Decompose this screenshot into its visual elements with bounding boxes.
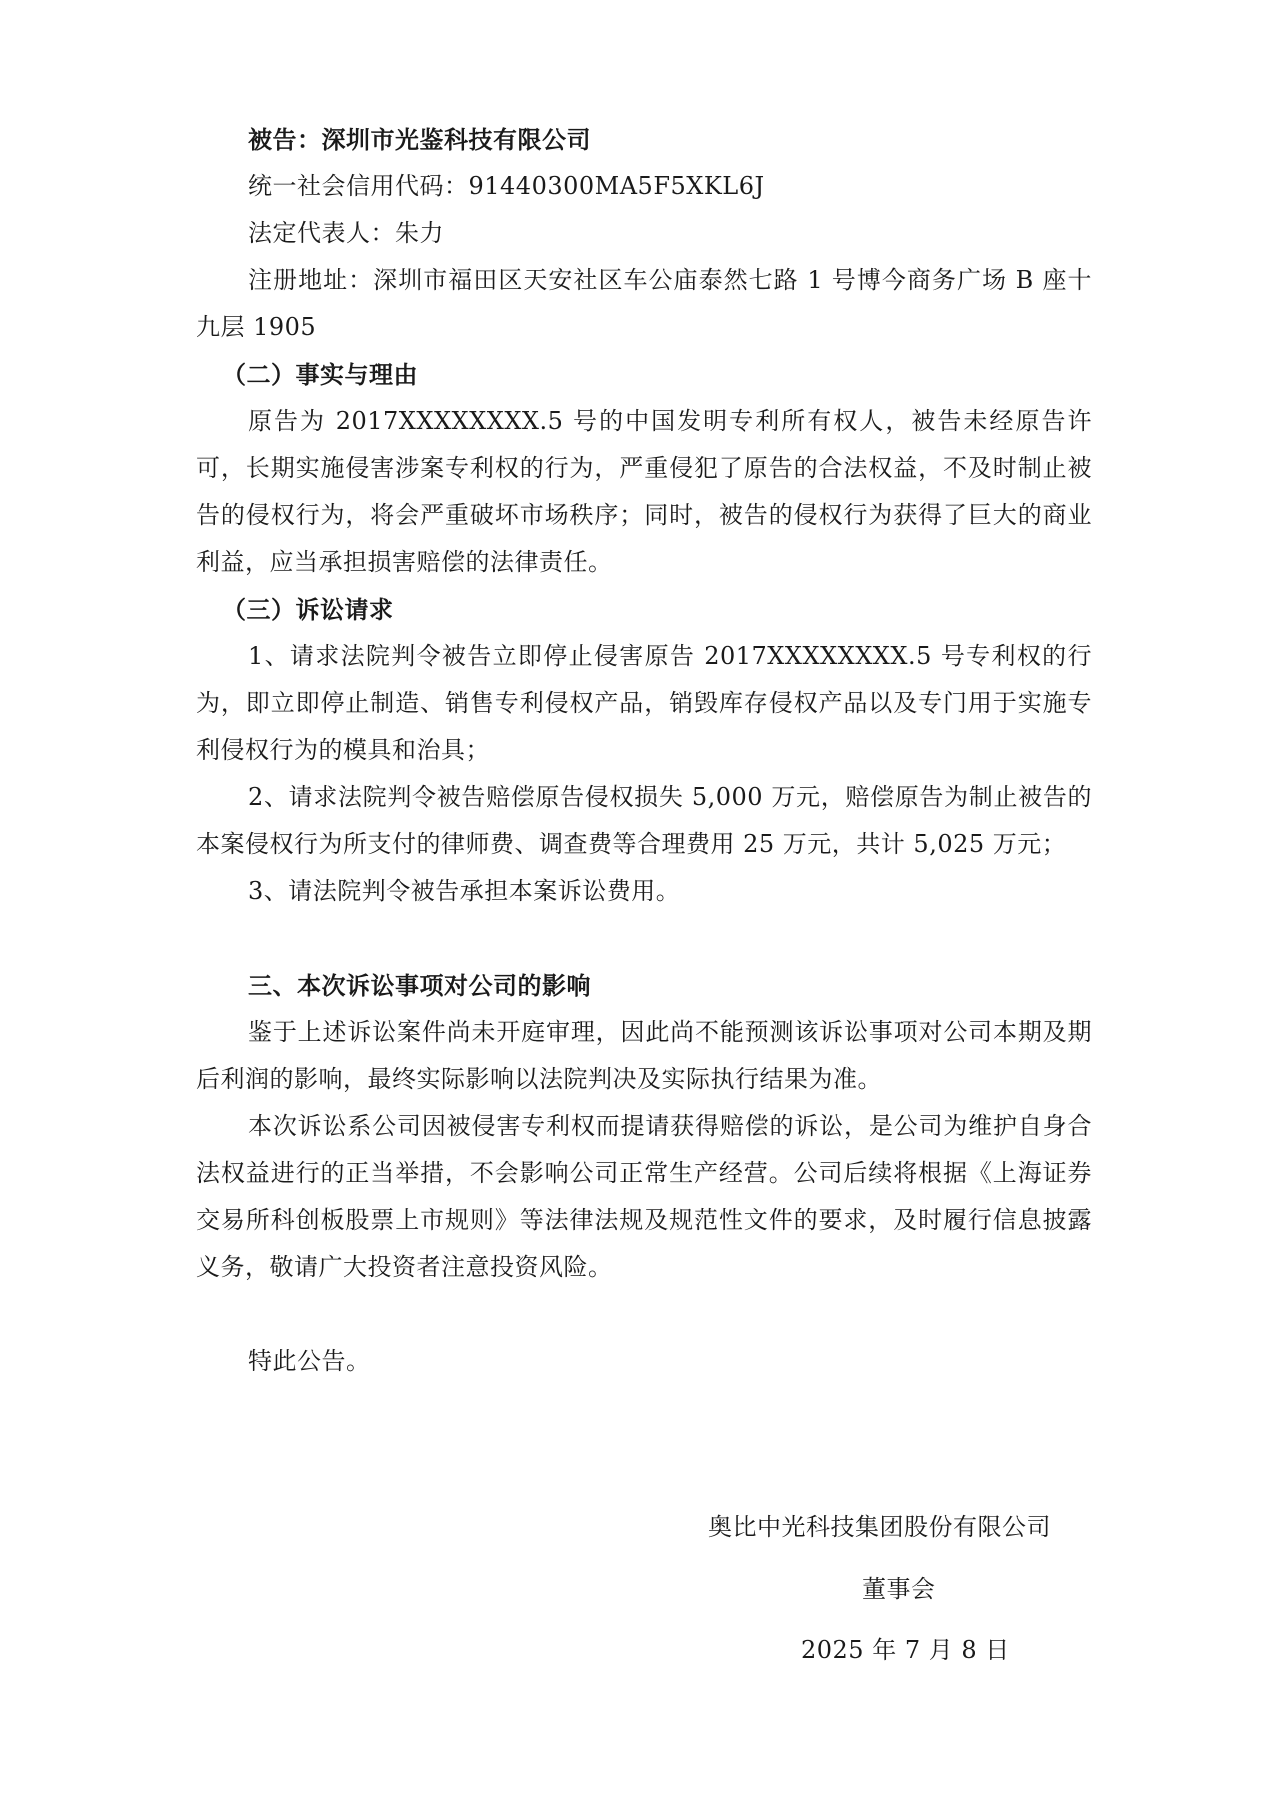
claims-heading: （三）诉讼请求 xyxy=(222,595,394,624)
closing-text: 特此公告。 xyxy=(248,1347,371,1375)
signature-company: 奥比中光科技集团股份有限公司 xyxy=(708,1513,1051,1541)
facts-paragraph: 原告为 2017XXXXXXXX.5 号的中国发明专利所有权人，被告未经原告许可，长期实施侵害涉案专利权的行为，严重侵犯了原告的合法权益，不及时制止被告的侵权行为，将会严重破坏市场秩序；同时，被告的侵权行为获得了巨大的商业利益，应当承担损害赔偿的法律责任。 xyxy=(196,407,1092,576)
credit-code: 统一社会信用代码：91440300MA5F5XKL6J xyxy=(248,172,765,200)
impact-paragraph-2: 本次诉讼系公司因被侵害专利权而提请获得赔偿的诉讼，是公司为维护自身合法权益进行的正当举措，不会影响公司正常生产经营。公司后续将根据《上海证券交易所科创板股票上市规则》等法律法规及规范性文件的要求，及时履行信息披露义务，敬请广大投资者注意投资风险。 xyxy=(196,1112,1092,1281)
signature-board: 董事会 xyxy=(862,1575,936,1603)
registered-address: 注册地址：深圳市福田区天安社区车公庙泰然七路 1 号博今商务广场 B 座十九层 1905 xyxy=(196,266,1092,341)
closing-spacer xyxy=(196,1291,1092,1338)
section-spacer xyxy=(196,915,1092,962)
impact-paragraph-1: 鉴于上述诉讼案件尚未开庭审理，因此尚不能预测该诉讼事项对公司本期及期后利润的影响，最终实际影响以法院判决及实际执行结果为准。 xyxy=(196,1018,1092,1093)
signature-date: 2025 年 7 月 8 日 xyxy=(801,1636,1010,1664)
facts-heading: （二）事实与理由 xyxy=(222,360,418,389)
document-body xyxy=(196,116,1092,1385)
claim-item-2: 2、请求法院判令被告赔偿原告侵权损失 5,000 万元，赔偿原告为制止被告的本案侵权行为所支付的律师费、调查费等合理费用 25 万元，共计 5,025 万元； xyxy=(196,783,1092,858)
claim-item-1: 1、请求法院判令被告立即停止侵害原告 2017XXXXXXXX.5 号专利权的行为，即立即停止制造、销售专利侵权产品，销毁库存侵权产品以及专门用于实施专利侵权行为的模具和治具； xyxy=(196,642,1092,764)
impact-heading: 三、本次诉讼事项对公司的影响 xyxy=(248,971,591,1000)
claim-item-3: 3、请法院判令被告承担本案诉讼费用。 xyxy=(248,877,681,905)
legal-representative: 法定代表人：朱力 xyxy=(248,219,444,247)
defendant-title: 被告：深圳市光鉴科技有限公司 xyxy=(248,125,591,154)
